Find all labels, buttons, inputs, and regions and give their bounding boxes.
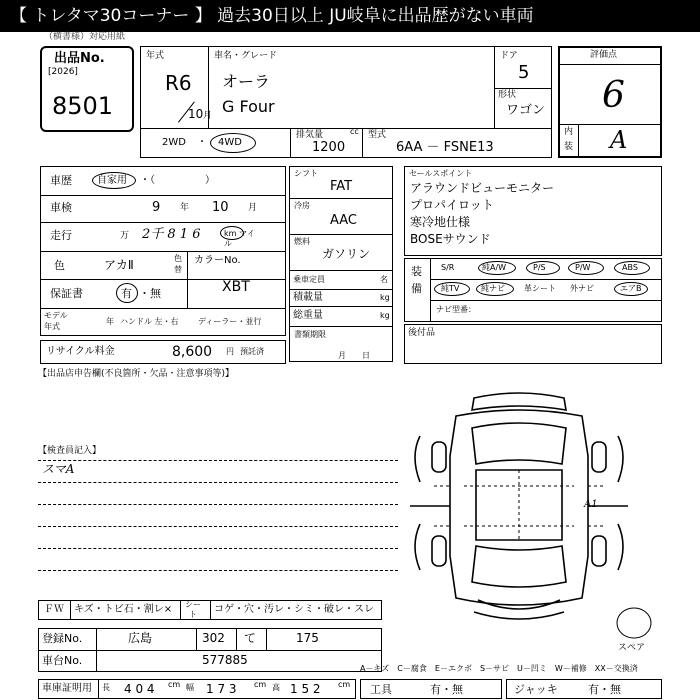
- load-unit: kg: [380, 293, 390, 302]
- selling-point-2: プロパイロット: [410, 198, 494, 212]
- displacement-unit: cc: [350, 127, 359, 136]
- history-label: 車歴: [50, 174, 72, 187]
- recycle-label: リサイクル料金: [46, 346, 115, 357]
- interior-value: A: [610, 126, 628, 154]
- color-value: アカⅡ: [104, 258, 134, 272]
- registration-place: 広島: [128, 631, 153, 645]
- certificate-length-sym: 長: [102, 683, 110, 692]
- equip-sr: S/R: [441, 263, 455, 272]
- drive-4wd: 4WD: [218, 137, 242, 148]
- shape-label: 形状: [498, 90, 517, 100]
- capacity-label: 乗車定員: [293, 275, 325, 284]
- inspection-year-unit: 年: [180, 203, 190, 213]
- car-diagram: [404, 386, 634, 626]
- seat-text: コゲ・穴・汚レ・シミ・破レ・スレ: [214, 604, 374, 615]
- year-month: 10: [188, 107, 204, 121]
- model-year-label-1: モデル: [44, 311, 68, 320]
- banner-text: 【 トレタマ30コーナー 】 過去30日以上 JU岐阜に出品歴がない車両: [10, 6, 534, 26]
- doc-deadline-label: 書類期限: [294, 330, 326, 339]
- model-code-label: 型式: [368, 130, 387, 140]
- equip-airbag: エアB: [620, 284, 642, 293]
- ac-value: AAC: [330, 213, 357, 228]
- certificate-width: 1 7 3: [206, 682, 237, 696]
- certificate-length: 4 0 4: [124, 682, 155, 696]
- lot-label: 出品No.: [54, 51, 105, 66]
- selling-point-4: BOSEサウンド: [410, 232, 491, 246]
- spare-label: スペア: [618, 643, 646, 653]
- color-label: 色: [54, 259, 65, 272]
- displacement-value: 1200: [312, 140, 346, 155]
- registration-number: 175: [296, 631, 319, 645]
- warranty-yes: 有: [121, 287, 132, 300]
- diagram-note: A1: [584, 499, 598, 510]
- doors-label: ドア: [500, 51, 518, 61]
- model-name: オーラ: [222, 72, 271, 91]
- mileage-label: 走行: [50, 229, 72, 242]
- selling-point-1: アラウンドビューモニター: [410, 181, 555, 195]
- certificate-length-unit: cm: [168, 680, 181, 689]
- recycle-value: 8,600: [172, 344, 213, 360]
- recycle-unit: 円: [226, 347, 234, 356]
- selling-label: セールスポイント: [409, 169, 473, 178]
- history-rest: ・（ ）: [140, 175, 215, 186]
- shift-value: FAT: [330, 179, 353, 194]
- jack-label: ジャッキ: [514, 683, 558, 696]
- equipment-label-1: 装: [411, 265, 422, 278]
- year-month-unit: 月: [203, 111, 213, 121]
- inspection-label: 車検: [50, 201, 72, 214]
- drive-2wd: 2WD: [162, 137, 186, 148]
- lot-stamp: [2026]: [48, 67, 78, 77]
- mileage-unit: km マイル: [224, 229, 255, 248]
- equip-navi: 純ナビ: [481, 284, 505, 293]
- color-change-2: 替: [174, 265, 182, 274]
- score-label: 評価点: [590, 50, 618, 60]
- capacity-unit: 名: [380, 275, 388, 284]
- fuel-label: 燃料: [294, 237, 310, 246]
- equip-ps: P/S: [533, 263, 546, 272]
- shift-label: シフト: [294, 169, 318, 178]
- history-value: 自家用: [97, 175, 127, 186]
- displacement-label: 排気量: [296, 130, 324, 140]
- interior-label-1: 内: [564, 127, 574, 137]
- certificate-width-unit: cm: [254, 680, 267, 689]
- grade-name: G Four: [222, 97, 275, 116]
- doors-value: 5: [518, 62, 530, 83]
- drive-sep: ・: [197, 137, 207, 148]
- certificate-label: 車庫証明用: [42, 683, 92, 694]
- inspector-note: スマA: [42, 462, 75, 476]
- certificate-height: 1 5 2: [290, 682, 321, 696]
- certificate-width-sym: 幅: [186, 683, 194, 692]
- fuel-value: ガソリン: [322, 247, 371, 261]
- tools-label: 工具: [370, 683, 392, 696]
- model-year-label-2: 年式: [44, 322, 60, 331]
- aftermarket-label: 後付品: [408, 328, 436, 338]
- spare-tire-icon: [614, 606, 654, 640]
- equip-abs: ABS: [622, 263, 638, 272]
- tools-value: 有・無: [430, 683, 463, 696]
- damage-legend: A－キズ C－腐食 E－エクボ S－サビ U－凹ミ W－補修 XX－交換済: [360, 664, 638, 673]
- recycle-note: 預託済: [240, 347, 264, 356]
- color-change-1: 色: [174, 254, 182, 263]
- total-weight-label: 総重量: [293, 310, 323, 321]
- car-diagram-panel-lines: [434, 470, 604, 540]
- chassis-label: 車台No.: [42, 654, 83, 667]
- shape-value: ワゴン: [506, 103, 546, 118]
- fw-label: ＦＷ: [44, 604, 64, 615]
- color-no-label: カラーNo.: [194, 255, 241, 266]
- model-year-unit: 年: [106, 317, 114, 326]
- inspection-month-unit: 月: [248, 203, 258, 213]
- year-label: 年式: [146, 51, 165, 61]
- remarks-header: 【出品店申告欄(不良箇所・欠品・注意事項等)】: [38, 369, 235, 379]
- certificate-height-unit: cm: [338, 680, 351, 689]
- selling-point-3: 寒冷地仕様: [410, 215, 471, 229]
- interior-label-2: 装: [564, 142, 574, 152]
- model-year-handle: ハンドル 左・右: [120, 317, 179, 326]
- equip-ext-navi: 外ナビ: [570, 284, 594, 293]
- score-value: 6: [602, 75, 625, 116]
- seat-label-1: シー: [185, 600, 201, 609]
- jack-value: 有・無: [588, 683, 621, 696]
- sub-note: （横書様）対応用紙: [44, 32, 126, 42]
- certificate-height-sym: 高: [272, 683, 280, 692]
- registration-class: 302: [202, 631, 225, 645]
- model-code-value: 6AA － FSNE13: [396, 140, 494, 155]
- ac-label: 冷房: [294, 201, 310, 210]
- model-year-dealer: ディーラー・並行: [198, 317, 262, 326]
- warranty-label: 保証書: [50, 287, 83, 300]
- warranty-no: ・無: [139, 287, 161, 300]
- equip-navi-model: ナビ型番：: [436, 305, 476, 314]
- inspection-month: 10: [212, 200, 229, 215]
- lot-number: 8501: [52, 92, 114, 120]
- year-value: R6: [165, 71, 192, 95]
- total-weight-unit: kg: [380, 311, 390, 320]
- mileage-man: 万: [120, 231, 130, 241]
- mileage-value: 2千 8 1 6: [142, 227, 201, 242]
- seat-label-2: ト: [189, 610, 197, 619]
- equip-leather: 革シート: [524, 284, 556, 293]
- fw-text: キズ・トビ石・割レ×: [74, 604, 173, 615]
- equip-tv: 純TV: [441, 284, 460, 293]
- inspector-header: 【検査員記入】: [38, 446, 102, 456]
- equip-pw: P/W: [575, 263, 591, 272]
- doc-deadline-unit: 月 日: [338, 351, 370, 360]
- registration-label: 登録No.: [42, 632, 83, 645]
- chassis-value: 577885: [202, 653, 248, 667]
- name-label: 車名・グレード: [214, 51, 278, 61]
- color-no-value: XBT: [222, 279, 250, 295]
- load-label: 積載量: [293, 292, 323, 303]
- registration-kana: て: [244, 631, 257, 645]
- inspection-year: 9: [152, 200, 161, 215]
- aftermarket-box: [404, 324, 662, 364]
- equipment-label-2: 備: [411, 282, 422, 295]
- equip-aw: 純A/W: [482, 263, 507, 272]
